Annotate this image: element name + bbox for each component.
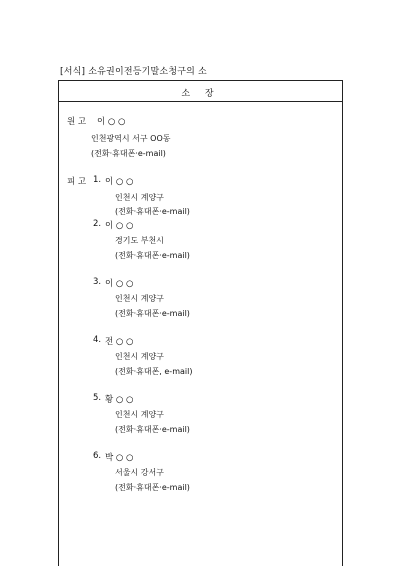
plaintiff-address: 인천광역시 서구 OO동 (91, 134, 171, 143)
defendant-contact: (전화·휴대폰·e-mail) (115, 309, 190, 318)
defendant-contact: (전화·휴대폰·e-mail) (115, 251, 190, 260)
complaint-form (58, 80, 343, 566)
form-header (59, 81, 342, 102)
defendant-number: 3. (93, 277, 102, 287)
defendant-name: 전 ○ ○ (105, 337, 134, 347)
defendant-name: 황 ○ ○ (105, 395, 134, 405)
defendant-label: 피 고 (67, 177, 87, 187)
defendant-number: 2. (93, 219, 102, 229)
defendant-number: 4. (93, 335, 102, 345)
defendant-name: 이 ○ ○ (105, 177, 134, 187)
defendant-name: 이 ○ ○ (105, 221, 134, 231)
defendant-contact: (전화·휴대폰, e-mail) (115, 367, 193, 376)
defendant-address: 인천시 계양구 (115, 193, 164, 202)
defendant-address: 인천시 계양구 (115, 294, 164, 303)
defendant-contact: (전화·휴대폰·e-mail) (115, 483, 190, 492)
defendant-name: 이 ○ ○ (105, 279, 134, 289)
plaintiff-label: 원 고 (67, 117, 87, 127)
defendant-contact: (전화·휴대폰·e-mail) (115, 207, 190, 216)
defendant-contact: (전화·휴대폰·e-mail) (115, 425, 190, 434)
form-header-title: 소 장 (181, 89, 220, 99)
document-title: [서식] 소유권이전등기말소청구의 소 (60, 67, 207, 77)
defendant-address: 인천시 계양구 (115, 352, 164, 361)
defendant-number: 6. (93, 451, 102, 461)
defendant-address: 서울시 강서구 (115, 468, 164, 477)
defendant-name: 박 ○ ○ (105, 453, 134, 463)
defendant-address: 경기도 부천시 (115, 236, 164, 245)
defendant-address: 인천시 계양구 (115, 410, 164, 419)
defendant-number: 5. (93, 393, 102, 403)
plaintiff-contact: (전화·휴대폰·e-mail) (91, 149, 166, 158)
defendant-number: 1. (93, 175, 102, 185)
plaintiff-name: 이 ○ ○ (97, 117, 126, 127)
